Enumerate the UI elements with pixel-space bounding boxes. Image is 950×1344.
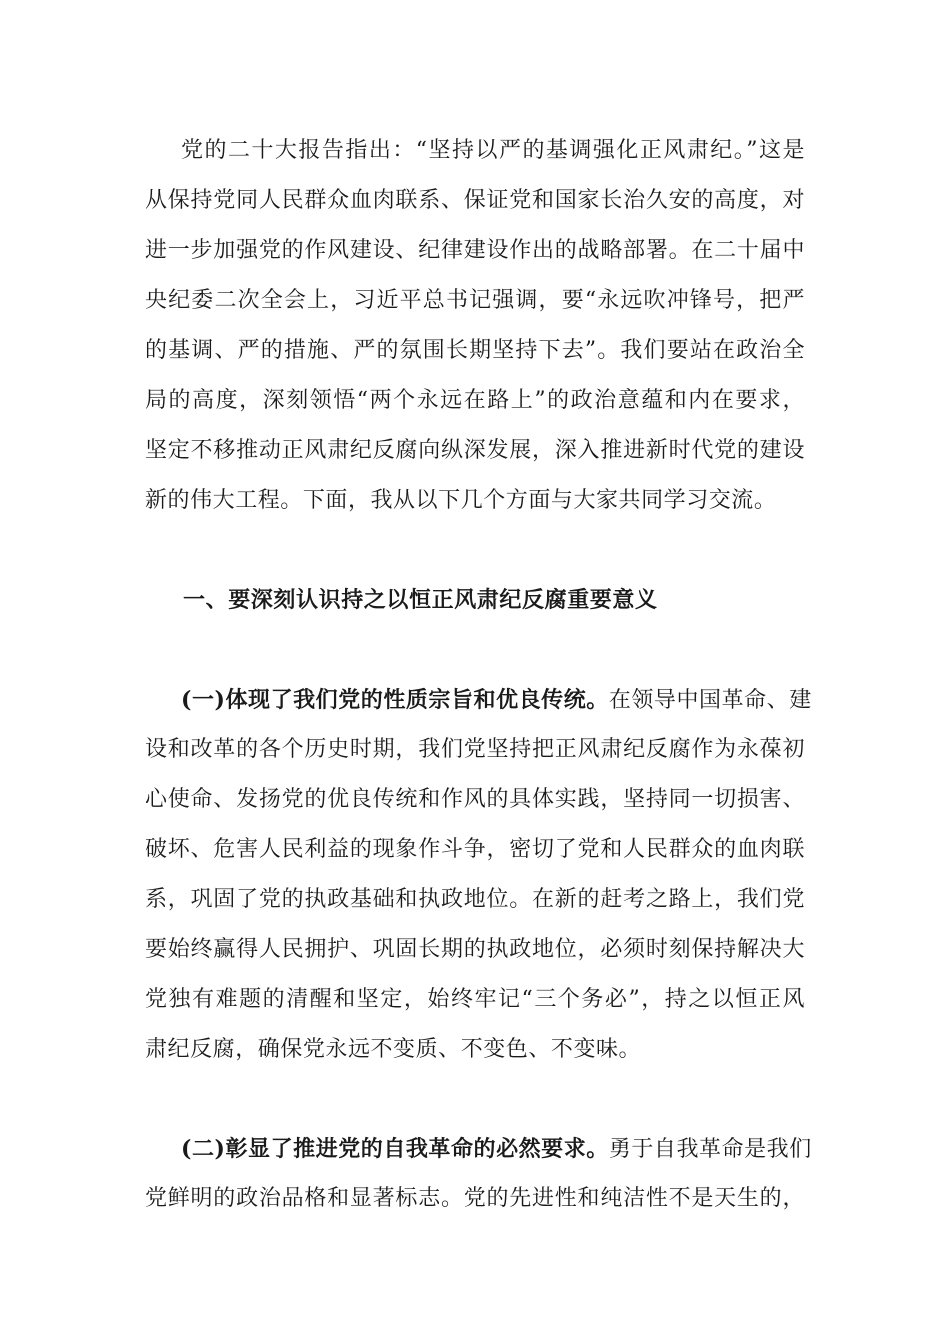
para1-line: 要始终赢得人民拥护、巩固长期的执政地位，必须时刻保持解决大 bbox=[145, 937, 805, 962]
para1-first-rest: 在领导中国革命、建 bbox=[608, 688, 812, 713]
intro-line: 新的伟大工程。下面，我从以下几个方面与大家共同学习交流。 bbox=[145, 488, 777, 513]
intro-line: 的基调、严的措施、严的氛围长期坚持下去”。我们要站在政治全 bbox=[145, 338, 805, 363]
para1-first-line bbox=[181, 685, 812, 715]
intro-line: 局的高度，深刻领悟“两个永远在路上”的政治意蕴和内在要求， bbox=[145, 388, 805, 413]
para1-line: 肃纪反腐，确保党永远不变质、不变色、不变味。 bbox=[145, 1037, 642, 1062]
intro-line: 党的二十大报告指出：“坚持以严的基调强化正风肃纪。”这是 bbox=[181, 138, 805, 163]
intro-line: 央纪委二次全会上，习近平总书记强调，要“永远吹冲锋号，把严 bbox=[145, 288, 805, 313]
para1-line: 破坏、危害人民利益的现象作斗争，密切了党和人民群众的血肉联 bbox=[145, 837, 805, 862]
para1-title: (一)体现了我们党的性质宗旨和优良传统。 bbox=[181, 687, 609, 713]
para2-title: (二)彰显了推进党的自我革命的必然要求。 bbox=[181, 1136, 609, 1162]
intro-line: 进一步加强党的作风建设、纪律建设作出的战略部署。在二十届中 bbox=[145, 238, 805, 263]
section-heading: 一、要深刻认识持之以恒正风肃纪反腐重要意义 bbox=[183, 587, 658, 613]
intro-line: 从保持党同人民群众血肉联系、保证党和国家长治久安的高度，对 bbox=[145, 188, 805, 213]
para1-line: 系，巩固了党的执政基础和执政地位。在新的赶考之路上，我们党 bbox=[145, 887, 805, 912]
para1-line: 心使命、发扬党的优良传统和作风的具体实践，坚持同一切损害、 bbox=[145, 787, 805, 812]
para2-line: 党鲜明的政治品格和显著标志。党的先进性和纯洁性不是天生的， bbox=[145, 1186, 805, 1211]
para1-line: 设和改革的各个历史时期，我们党坚持把正风肃纪反腐作为永葆初 bbox=[145, 737, 805, 762]
intro-line: 坚定不移推动正风肃纪反腐向纵深发展，深入推进新时代党的建设 bbox=[145, 438, 805, 463]
para2-first-line bbox=[181, 1134, 812, 1164]
para2-first-rest: 勇于自我革命是我们 bbox=[608, 1137, 812, 1162]
para1-line: 党独有难题的清醒和坚定，始终牢记“三个务必”，持之以恒正风 bbox=[145, 987, 805, 1012]
